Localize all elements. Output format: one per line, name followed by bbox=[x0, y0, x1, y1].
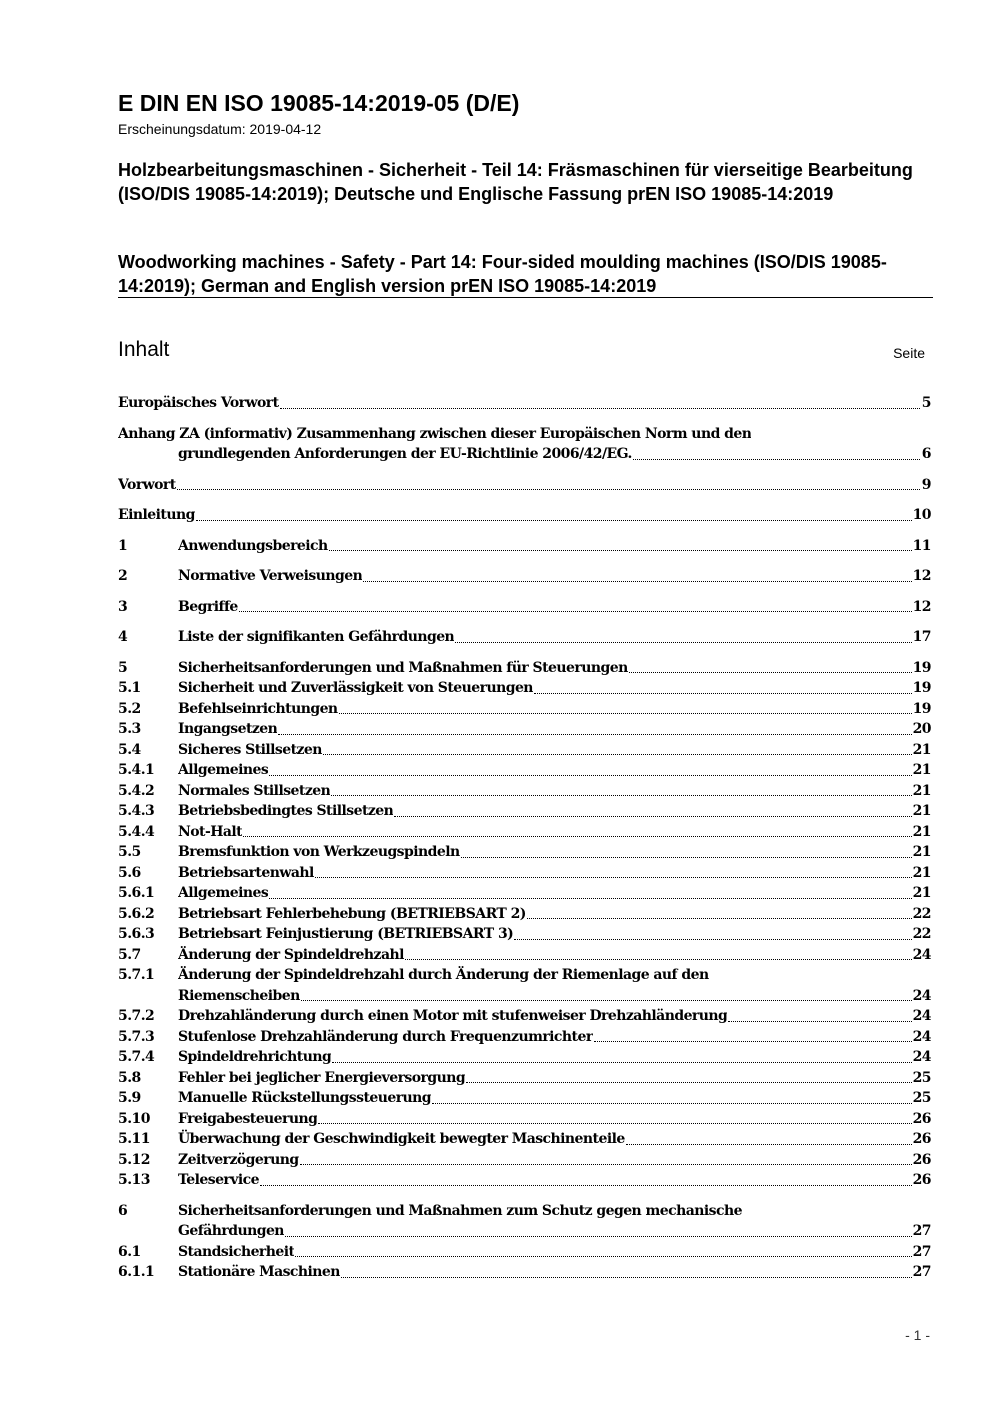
dot-leader bbox=[363, 581, 911, 582]
toc-entry-number: 5.4.3 bbox=[118, 803, 155, 819]
toc-entry[interactable] bbox=[118, 842, 931, 863]
toc-entry-number: 5.10 bbox=[118, 1110, 150, 1127]
toc-entry[interactable] bbox=[118, 536, 931, 557]
dot-leader bbox=[329, 550, 912, 551]
dot-leader bbox=[196, 520, 912, 521]
toc-entry[interactable] bbox=[118, 1109, 931, 1130]
dot-leader bbox=[432, 1103, 912, 1104]
toc-entry[interactable] bbox=[118, 1088, 931, 1109]
toc-entry-title: Vorwort bbox=[118, 476, 176, 493]
dot-leader bbox=[301, 1000, 912, 1001]
toc-entry-title: Stationäre Maschinen bbox=[178, 1264, 340, 1280]
toc-entry-title: Anwendungsbereich bbox=[178, 537, 328, 554]
toc-entry-page: 10 bbox=[912, 507, 931, 523]
toc-entry-page: 20 bbox=[912, 721, 931, 737]
toc-entry[interactable] bbox=[118, 801, 931, 822]
dot-leader bbox=[280, 408, 920, 409]
dot-leader bbox=[318, 1123, 911, 1124]
toc-entry-number: 5.6 bbox=[118, 864, 141, 881]
toc-entry[interactable] bbox=[118, 1262, 931, 1283]
dot-leader bbox=[339, 713, 912, 714]
toc-entry-page: 22 bbox=[912, 926, 931, 942]
toc-entry[interactable] bbox=[118, 1129, 931, 1150]
toc-entry-title-continued: Riemenscheiben bbox=[178, 987, 300, 1004]
toc-entry[interactable] bbox=[118, 965, 931, 1006]
toc-entry-page: 26 bbox=[912, 1172, 931, 1188]
toc-entry-number: 3 bbox=[118, 598, 128, 615]
toc-entry-title: Allgemeines bbox=[178, 885, 269, 901]
toc-entry[interactable] bbox=[118, 393, 931, 414]
dot-leader bbox=[260, 1185, 912, 1186]
toc-entry-title: Betriebsart Fehlerbehebung (BETRIEBSART 2) bbox=[178, 905, 526, 922]
toc-entry-page: 27 bbox=[912, 1264, 931, 1280]
toc-entry[interactable] bbox=[118, 1170, 931, 1191]
dot-leader bbox=[315, 877, 912, 878]
toc-entry-page: 24 bbox=[912, 1008, 931, 1024]
dot-leader bbox=[626, 1144, 912, 1145]
dot-leader bbox=[269, 775, 911, 776]
toc-entry-number: 5.7.2 bbox=[118, 1008, 155, 1024]
toc-entry-title: Teleservice bbox=[178, 1172, 259, 1188]
toc-entry-number: 5.4.2 bbox=[118, 782, 155, 799]
dot-leader bbox=[278, 734, 911, 735]
toc-entry[interactable] bbox=[118, 658, 931, 679]
toc-entry-page: 26 bbox=[912, 1110, 931, 1127]
toc-entry[interactable] bbox=[118, 1068, 931, 1089]
toc-entry-page: 27 bbox=[912, 1243, 931, 1260]
toc-entry[interactable] bbox=[118, 1027, 931, 1048]
toc-entry[interactable] bbox=[118, 566, 931, 587]
toc-entry-page: 19 bbox=[912, 700, 931, 717]
toc-entry[interactable] bbox=[118, 1150, 931, 1171]
toc-entry-page: 22 bbox=[912, 905, 931, 922]
dot-leader bbox=[269, 898, 911, 899]
title-divider bbox=[118, 297, 933, 298]
toc-entry-title: Sicheres Stillsetzen bbox=[178, 741, 322, 758]
toc-entry-title: Ingangsetzen bbox=[178, 721, 278, 737]
toc-entry-page: 21 bbox=[912, 885, 931, 901]
toc-entry[interactable] bbox=[118, 719, 931, 740]
toc-entry-page: 5 bbox=[921, 395, 931, 411]
table-of-contents bbox=[118, 393, 931, 1283]
toc-entry[interactable] bbox=[118, 1201, 931, 1242]
toc-entry-title: Änderung der Spindeldrehzahl bbox=[178, 946, 404, 963]
toc-entry-page: 24 bbox=[912, 1049, 931, 1065]
toc-entry[interactable] bbox=[118, 822, 931, 843]
toc-entry-number: 1 bbox=[118, 537, 128, 554]
dot-leader bbox=[300, 1164, 912, 1165]
toc-entry-page: 9 bbox=[921, 476, 931, 493]
toc-entry-page: 26 bbox=[912, 1131, 931, 1147]
toc-entry[interactable] bbox=[118, 760, 931, 781]
toc-entry-title: Betriebsartenwahl bbox=[178, 864, 314, 881]
toc-entry-title: Drehzahländerung durch einen Motor mit stufenweiser Drehzahländerung bbox=[178, 1008, 728, 1024]
toc-entry-title: Normales Stillsetzen bbox=[178, 782, 331, 799]
toc-entry-title: Einleitung bbox=[118, 507, 195, 523]
toc-entry-title: Betriebsbedingtes Stillsetzen bbox=[178, 803, 394, 819]
toc-entry-title: Änderung der Spindeldrehzahl durch Änderung der Riemenlage auf den bbox=[178, 967, 709, 983]
toc-entry[interactable] bbox=[118, 597, 931, 618]
toc-entry-title: Normative Verweisungen bbox=[178, 568, 363, 584]
toc-entry-page: 27 bbox=[912, 1223, 931, 1239]
toc-entry-title: Fehler bei jeglicher Energieversorgung bbox=[178, 1069, 466, 1086]
dot-leader bbox=[514, 939, 911, 940]
toc-entry-title: Zeitverzögerung bbox=[178, 1151, 299, 1168]
dot-leader bbox=[332, 1062, 911, 1063]
dot-leader bbox=[728, 1021, 911, 1022]
page-number: - 1 - bbox=[905, 1327, 930, 1343]
toc-entry-title: Überwachung der Geschwindigkeit bewegter Maschinenteile bbox=[178, 1131, 625, 1147]
toc-entry-number: 5 bbox=[118, 659, 128, 676]
page-column-label: Seite bbox=[893, 345, 925, 361]
toc-entry-title: Not-Halt bbox=[178, 823, 243, 840]
toc-entry-number: 5.5 bbox=[118, 844, 141, 860]
dot-leader bbox=[295, 1256, 911, 1257]
toc-entry-page: 26 bbox=[912, 1151, 931, 1168]
toc-entry-title: Bremsfunktion von Werkzeugspindeln bbox=[178, 844, 460, 860]
dot-leader bbox=[341, 1277, 912, 1278]
toc-entry-page: 24 bbox=[912, 987, 931, 1004]
toc-entry[interactable] bbox=[118, 883, 931, 904]
dot-leader bbox=[239, 611, 912, 612]
toc-entry-number: 5.7.1 bbox=[118, 967, 155, 983]
toc-entry-page: 24 bbox=[912, 1028, 931, 1045]
toc-entry[interactable] bbox=[118, 1047, 931, 1068]
title-german: Holzbearbeitungsmaschinen - Sicherheit - Teil 14: Fräsmaschinen für vierseitige Bearbeitung (ISO/DIS 19085-14:2019); Deutsche und Englische Fassung prEN ISO 19085-14:2019 bbox=[118, 160, 913, 204]
toc-entry-number: 2 bbox=[118, 568, 128, 584]
toc-entry-page: 12 bbox=[912, 598, 931, 615]
toc-entry[interactable] bbox=[118, 699, 931, 720]
toc-entry-number: 5.7 bbox=[118, 946, 141, 963]
toc-entry-number: 5.4.4 bbox=[118, 823, 155, 840]
toc-entry-title: Betriebsart Feinjustierung (BETRIEBSART 3) bbox=[178, 926, 514, 942]
toc-entry-page: 21 bbox=[912, 844, 931, 860]
toc-entry-page: 24 bbox=[912, 946, 931, 963]
dot-leader bbox=[461, 857, 912, 858]
toc-entry-page: 21 bbox=[912, 762, 931, 778]
toc-entry-title: Anhang ZA (informativ) Zusammenhang zwischen dieser Europäischen Norm und den bbox=[118, 425, 752, 442]
toc-entry-page: 19 bbox=[912, 680, 931, 696]
toc-entry-number: 5.6.3 bbox=[118, 926, 155, 942]
toc-entry-page: 17 bbox=[912, 629, 931, 645]
dot-leader bbox=[243, 836, 912, 837]
contents-heading: Inhalt bbox=[118, 338, 170, 361]
toc-entry-page: 21 bbox=[912, 741, 931, 758]
toc-entry-title: Standsicherheit bbox=[178, 1243, 295, 1260]
dot-leader bbox=[633, 459, 920, 460]
toc-entry-page: 21 bbox=[912, 803, 931, 819]
toc-entry[interactable] bbox=[118, 424, 931, 465]
toc-entry[interactable] bbox=[118, 781, 931, 802]
toc-entry-number: 5.2 bbox=[118, 700, 141, 717]
toc-entry-page: 21 bbox=[912, 782, 931, 799]
toc-entry[interactable] bbox=[118, 627, 931, 648]
dot-leader bbox=[177, 489, 920, 490]
toc-entry-page: 11 bbox=[912, 537, 931, 554]
toc-entry[interactable] bbox=[118, 904, 931, 925]
toc-entry-number: 5.11 bbox=[118, 1131, 150, 1147]
toc-entry-number: 5.8 bbox=[118, 1069, 141, 1086]
toc-entry[interactable] bbox=[118, 924, 931, 945]
toc-entry-number: 5.7.4 bbox=[118, 1049, 155, 1065]
toc-entry-page: 6 bbox=[921, 446, 931, 462]
title-english: Woodworking machines - Safety - Part 14: Four-sided moulding machines (ISO/DIS 19085-14:2019); German and English version prEN ISO 19085-14:2019 bbox=[118, 252, 887, 296]
toc-entry-page: 19 bbox=[912, 659, 931, 676]
dot-leader bbox=[323, 754, 912, 755]
toc-entry-title: Sicherheitsanforderungen und Maßnahmen zum Schutz gegen mechanische bbox=[178, 1202, 742, 1219]
toc-entry-title: Freigabesteuerung bbox=[178, 1110, 318, 1127]
toc-entry-number: 5.9 bbox=[118, 1090, 141, 1106]
toc-entry-title-continued: grundlegenden Anforderungen der EU-Richtlinie 2006/42/EG. bbox=[178, 446, 632, 462]
dot-leader bbox=[285, 1236, 912, 1237]
toc-entry[interactable] bbox=[118, 945, 931, 966]
dot-leader bbox=[394, 816, 911, 817]
dot-leader bbox=[527, 918, 912, 919]
toc-entry-page: 25 bbox=[912, 1090, 931, 1106]
dot-leader bbox=[331, 795, 911, 796]
dot-leader bbox=[534, 693, 912, 694]
toc-entry-number: 6 bbox=[118, 1202, 128, 1219]
toc-entry-number: 5.3 bbox=[118, 721, 141, 737]
dot-leader bbox=[466, 1082, 912, 1083]
toc-entry-title: Allgemeines bbox=[178, 762, 269, 778]
toc-entry-title: Sicherheit und Zuverlässigkeit von Steuerungen bbox=[178, 680, 533, 696]
toc-entry-title: Manuelle Rückstellungssteuerung bbox=[178, 1090, 432, 1106]
toc-entry-page: 12 bbox=[912, 568, 931, 584]
toc-entry-title: Stufenlose Drehzahländerung durch Frequenzumrichter bbox=[178, 1028, 593, 1045]
toc-entry-page: 25 bbox=[912, 1069, 931, 1086]
toc-entry-page: 21 bbox=[912, 823, 931, 840]
document-id: E DIN EN ISO 19085-14:2019-05 (D/E) bbox=[118, 90, 520, 116]
toc-entry-title: Spindeldrehrichtung bbox=[178, 1049, 332, 1065]
toc-entry-number: 5.7.3 bbox=[118, 1028, 155, 1045]
toc-entry-number: 4 bbox=[118, 629, 128, 645]
toc-entry-title-continued: Gefährdungen bbox=[178, 1223, 284, 1239]
toc-entry-number: 6.1.1 bbox=[118, 1264, 155, 1280]
dot-leader bbox=[594, 1041, 912, 1042]
toc-entry[interactable] bbox=[118, 475, 931, 496]
toc-entry-title: Europäisches Vorwort bbox=[118, 395, 279, 411]
toc-entry[interactable] bbox=[118, 1242, 931, 1263]
toc-entry-title: Sicherheitsanforderungen und Maßnahmen für Steuerungen bbox=[178, 659, 628, 676]
dot-leader bbox=[455, 642, 911, 643]
toc-entry-number: 5.4.1 bbox=[118, 762, 155, 778]
toc-entry[interactable] bbox=[118, 740, 931, 761]
toc-entry[interactable] bbox=[118, 678, 931, 699]
toc-entry[interactable] bbox=[118, 505, 931, 526]
dot-leader bbox=[629, 672, 912, 673]
toc-entry[interactable] bbox=[118, 863, 931, 884]
toc-entry-title: Befehlseinrichtungen bbox=[178, 700, 338, 717]
toc-entry-number: 6.1 bbox=[118, 1243, 141, 1260]
publication-date: Erscheinungsdatum: 2019-04-12 bbox=[118, 121, 322, 137]
toc-entry-title: Begriffe bbox=[178, 598, 238, 615]
dot-leader bbox=[405, 959, 912, 960]
toc-entry-number: 5.6.2 bbox=[118, 905, 155, 922]
toc-entry-number: 5.1 bbox=[118, 680, 141, 696]
toc-entry-title: Liste der signifikanten Gefährdungen bbox=[178, 629, 455, 645]
toc-entry-number: 5.13 bbox=[118, 1172, 150, 1188]
toc-entry-number: 5.12 bbox=[118, 1151, 150, 1168]
toc-entry-number: 5.4 bbox=[118, 741, 141, 758]
toc-entry[interactable] bbox=[118, 1006, 931, 1027]
toc-entry-page: 21 bbox=[912, 864, 931, 881]
toc-entry-number: 5.6.1 bbox=[118, 885, 155, 901]
